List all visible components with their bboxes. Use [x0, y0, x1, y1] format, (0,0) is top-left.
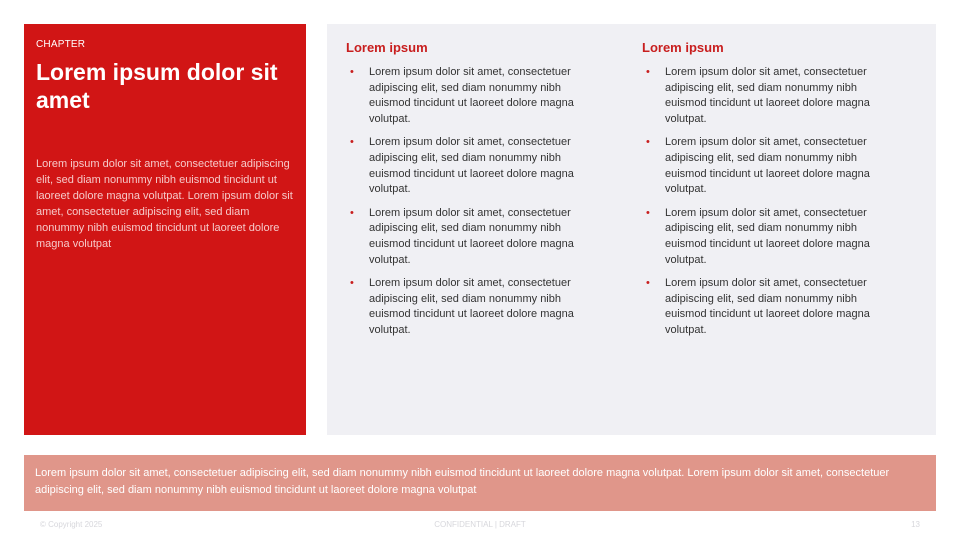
- bullet-item: [346, 65, 605, 128]
- bullet-text: Lorem ipsum dolor sit amet, consectetuer adipiscing elit, sed diam nonummy nibh euismod tincidunt ut laoreet dolore magna volutpat.: [369, 136, 574, 196]
- bullet-text: Lorem ipsum dolor sit amet, consectetuer adipiscing elit, sed diam nonummy nibh euismod tincidunt ut laoreet dolore magna volutpat.: [665, 276, 870, 337]
- bullet-item: [642, 276, 901, 339]
- bullet-icon: •: [646, 66, 650, 78]
- bullet-text: Lorem ipsum dolor sit amet, consectetuer adipiscing elit, sed diam nonummy nibh euismod tincidunt ut laoreet dolore magna volutpat.: [665, 206, 870, 266]
- bullet-icon: •: [646, 206, 650, 219]
- bullet-item: [642, 65, 901, 128]
- bullet-item: [346, 276, 605, 339]
- bullet-list: [346, 65, 616, 339]
- column-heading: Lorem ipsum: [346, 40, 428, 55]
- chapter-description: Lorem ipsum dolor sit amet, consectetuer adipiscing elit, sed diam nonummy nibh euismod tincidunt ut laoreet dolore magna volutpat. Lorem ipsum dolor sit amet, consectetuer adipiscing elit, sed diam nonummy nibh euismod tincidunt ut laoreet dolore magna volutpat: [36, 158, 293, 250]
- slide-title: Lorem ipsum dolor sit amet: [36, 59, 278, 113]
- bullet-item: [346, 206, 605, 269]
- bullet-icon: •: [646, 276, 650, 289]
- bullet-item: [346, 135, 605, 198]
- summary-text: Lorem ipsum dolor sit amet, consectetuer adipiscing elit, sed diam nonummy nibh euismod tincidunt ut laoreet dolore magna volutpat. Lorem ipsum dolor sit amet, consectetuer adipiscing elit, sed diam nonummy nibh euismod tincidunt ut laoreet dolore magna volutpat: [35, 467, 890, 496]
- bullet-text: Lorem ipsum dolor sit amet, consectetuer adipiscing elit, sed diam nonummy nibh euismod tincidunt ut laoreet dolore magna volutpat.: [665, 66, 870, 126]
- bullet-list: [642, 65, 912, 339]
- copyright-text: © Copyright 2025: [40, 520, 103, 529]
- bullet-text: Lorem ipsum dolor sit amet, consectetuer adipiscing elit, sed diam nonummy nibh euismod tincidunt ut laoreet dolore magna volutpat.: [369, 206, 574, 266]
- bullet-icon: •: [350, 206, 354, 219]
- bullet-item: [642, 135, 901, 198]
- bullet-icon: •: [350, 66, 354, 78]
- bullet-text: Lorem ipsum dolor sit amet, consectetuer adipiscing elit, sed diam nonummy nibh euismod tincidunt ut laoreet dolore magna volutpat.: [369, 66, 574, 126]
- bullet-text: Lorem ipsum dolor sit amet, consectetuer adipiscing elit, sed diam nonummy nibh euismod tincidunt ut laoreet dolore magna volutpat.: [369, 276, 574, 337]
- confidential-label: CONFIDENTIAL | DRAFT: [434, 520, 526, 529]
- bullet-icon: •: [646, 136, 650, 149]
- bullet-item: [642, 206, 901, 269]
- bullet-icon: •: [350, 276, 354, 289]
- content-column-1: [346, 40, 616, 346]
- content-column-2: [642, 40, 912, 346]
- column-heading: Lorem ipsum: [642, 40, 724, 55]
- chapter-panel: [24, 24, 306, 435]
- chapter-label: CHAPTER: [36, 39, 86, 50]
- bullet-text: Lorem ipsum dolor sit amet, consectetuer adipiscing elit, sed diam nonummy nibh euismod tincidunt ut laoreet dolore magna volutpat.: [665, 136, 870, 196]
- content-panel: [327, 24, 936, 435]
- summary-band: [24, 455, 936, 511]
- bullet-icon: •: [350, 136, 354, 149]
- page-number: 13: [911, 520, 920, 529]
